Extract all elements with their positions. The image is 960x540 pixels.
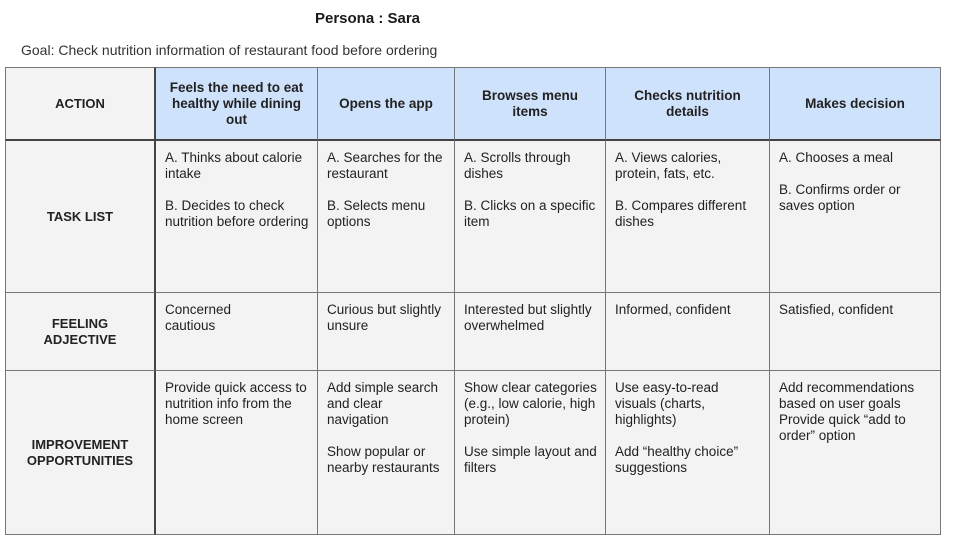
- stage-5-action-label: Makes decision: [805, 95, 905, 111]
- stage-1-action-label: Feels the need to eat healthy while dining out: [169, 79, 304, 127]
- stage-5-feeling-cell: [770, 293, 941, 371]
- task-item: B. Compares different dishes: [615, 198, 747, 229]
- stage-5-task-cell: [770, 141, 941, 293]
- stage-3-feeling-text: [464, 302, 597, 334]
- row-header-action: [5, 67, 156, 141]
- row-header-improvement-label: IMPROVEMENT OPPORTUNITIES: [26, 436, 134, 468]
- stage-3-improvement-cell: [455, 371, 606, 535]
- stage-3-action-label: Browses menu items: [481, 87, 579, 119]
- stage-3-task-cell: [455, 141, 606, 293]
- stage-2-action-label: Opens the app: [339, 95, 433, 111]
- stage-4-action-label: Checks nutrition details: [634, 87, 741, 119]
- improvement-item: Show popular or nearby restaurants: [327, 444, 440, 475]
- improvement-item: Use simple layout and filters: [464, 444, 597, 475]
- improvement-item: Add “healthy choice” suggestions: [615, 444, 739, 475]
- stage-2-feeling-text: [327, 302, 446, 334]
- stage-4-task-cell: [606, 141, 770, 293]
- feeling-line: Informed, confident: [615, 302, 731, 317]
- row-header-task-list-label: TASK LIST: [46, 208, 114, 224]
- row-header-improvement: [5, 371, 156, 535]
- row-header-task-list: [5, 141, 156, 293]
- improvement-item: Provide quick access to nutrition info from the home screen: [165, 380, 307, 427]
- feeling-line: Curious but slightly unsure: [327, 302, 442, 333]
- task-item: B. Clicks on a specific item: [464, 198, 596, 229]
- improvement-item: Show clear categories (e.g., low calorie, high protein): [464, 380, 597, 427]
- stage-4-feeling-cell: [606, 293, 770, 371]
- feeling-line: cautious: [165, 318, 216, 333]
- stage-3-action-cell: [455, 67, 606, 141]
- task-item: B. Selects menu options: [327, 198, 426, 229]
- stage-2-feeling-cell: [318, 293, 455, 371]
- task-item: B. Confirms order or saves option: [779, 182, 901, 213]
- stage-5-feeling-text: [779, 302, 932, 318]
- task-item: A. Scrolls through dishes: [464, 150, 571, 181]
- improvement-item: Use easy-to-read visuals (charts, highlights): [615, 380, 719, 427]
- task-item: A. Views calories, protein, fats, etc.: [615, 150, 722, 181]
- improvement-item: Add recommendations based on user goals Provide quick “add to order” option: [779, 380, 915, 443]
- stage-2-improvement-cell: [318, 371, 455, 535]
- stage-2-action-cell: [318, 67, 455, 141]
- improvement-item: Add simple search and clear navigation: [327, 380, 439, 427]
- persona-title: Persona : Sara: [314, 10, 421, 27]
- stage-5-action-cell: [770, 67, 941, 141]
- task-item: A. Chooses a meal: [779, 150, 894, 165]
- stage-5-improvement-cell: [770, 371, 941, 535]
- stage-4-action-cell: [606, 67, 770, 141]
- stage-4-feeling-text: [615, 302, 761, 318]
- stage-1-improvement-cell: [156, 371, 318, 535]
- goal-text: Goal: Check nutrition information of restaurant food before ordering: [21, 42, 438, 58]
- stage-1-feeling-cell: [156, 293, 318, 371]
- feeling-line: Concerned: [165, 302, 232, 317]
- stage-2-task-cell: [318, 141, 455, 293]
- stage-1-action-cell: [156, 67, 318, 141]
- stage-4-improvement-cell: [606, 371, 770, 535]
- row-header-feeling: [5, 293, 156, 371]
- stage-3-feeling-cell: [455, 293, 606, 371]
- row-header-feeling-label: FEELING ADJECTIVE: [43, 315, 117, 347]
- stage-1-feeling-text: [165, 302, 309, 334]
- row-header-action-label: ACTION: [55, 95, 105, 111]
- task-item: B. Decides to check nutrition before ordering: [165, 198, 309, 229]
- task-item: A. Thinks about calorie intake: [165, 150, 303, 181]
- feeling-line: Interested but slightly overwhelmed: [464, 302, 592, 333]
- task-item: A. Searches for the restaurant: [327, 150, 443, 181]
- stage-1-task-cell: [156, 141, 318, 293]
- feeling-line: Satisfied, confident: [779, 302, 894, 317]
